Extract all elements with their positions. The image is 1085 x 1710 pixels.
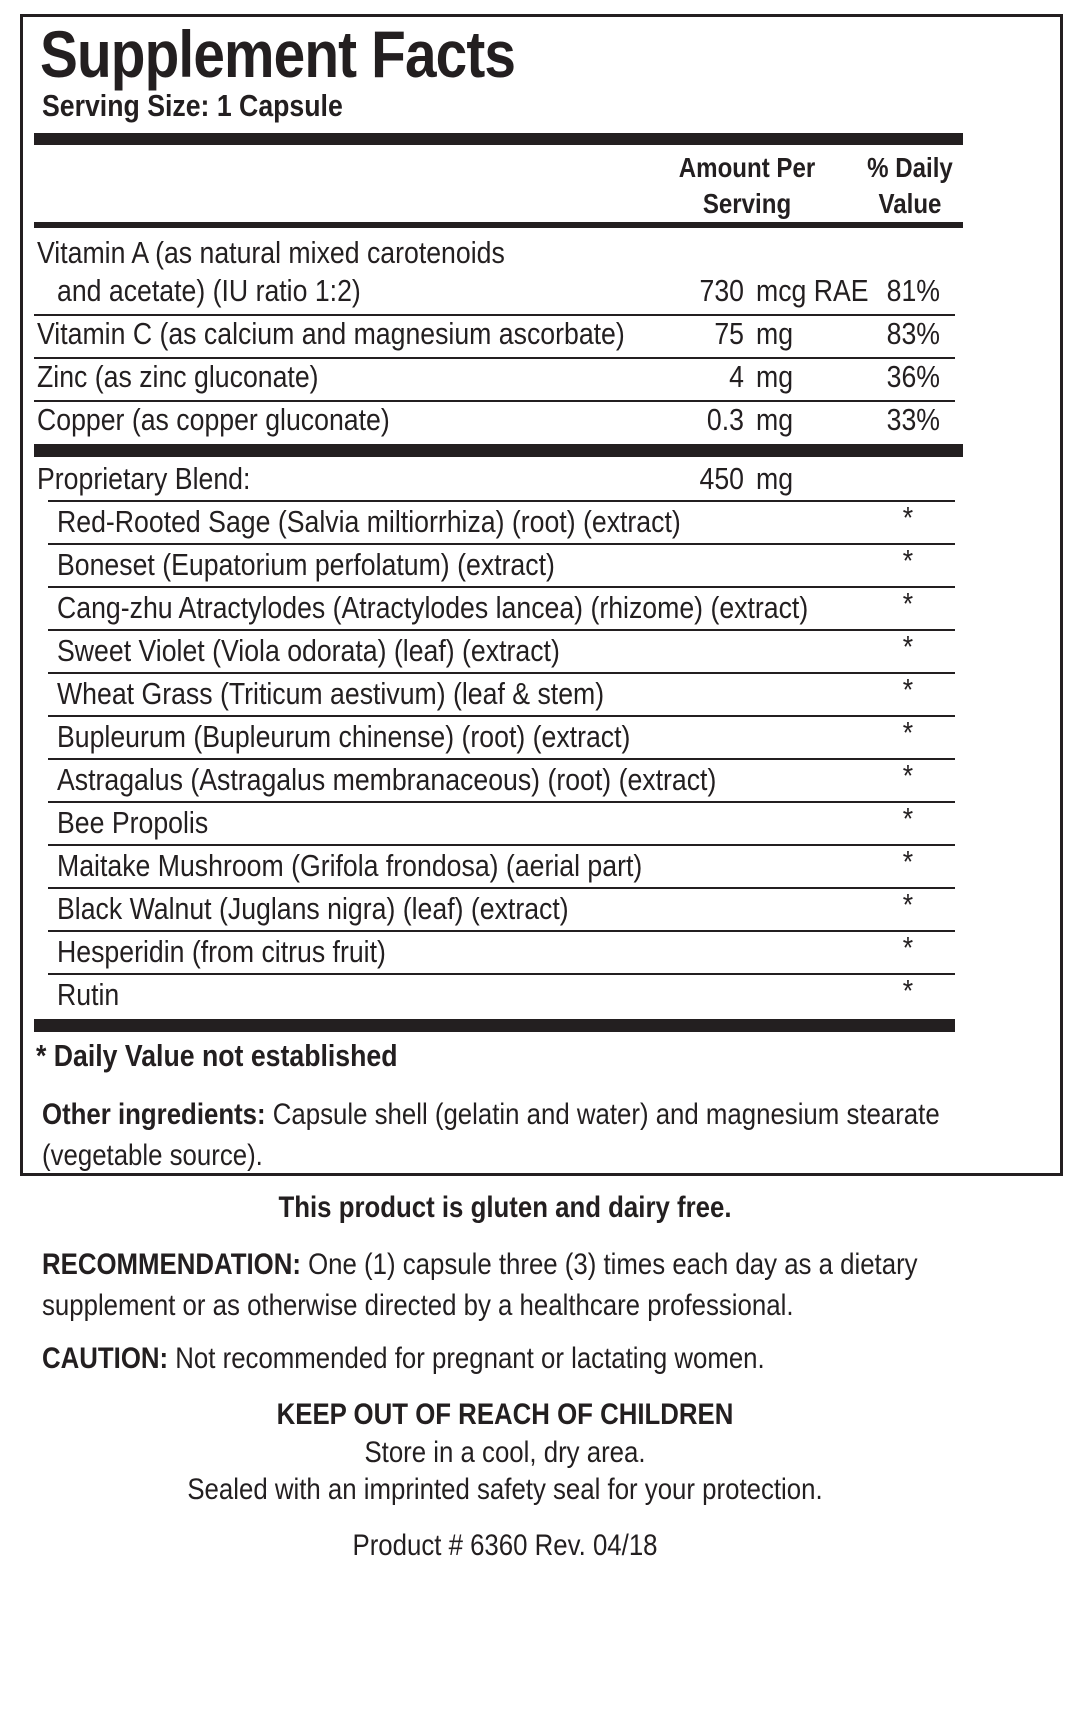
blend-ingredient-daily-value: *: [902, 672, 914, 707]
nutrient-daily-value: 33%: [886, 402, 940, 437]
keep-out-warning: KEEP OUT OF REACH OF CHILDREN: [276, 1398, 734, 1431]
blend-ingredient-name: Red-Rooted Sage (Salvia miltiorrhiza) (root) (extract): [57, 504, 681, 539]
recommendation: [42, 1244, 918, 1326]
blend-ingredient-name: Bupleurum (Bupleurum chinense) (root) (extract): [57, 719, 631, 754]
header-amount-line2: Serving: [702, 188, 792, 219]
blend-ingredient-name: Rutin: [57, 977, 120, 1012]
blend-ingredient-daily-value: *: [902, 500, 914, 535]
blend-name: Proprietary Blend:: [37, 461, 251, 496]
row-divider: [48, 973, 955, 975]
nutrient-unit: mg: [756, 359, 794, 394]
blend-ingredient-daily-value: *: [902, 801, 914, 836]
blend-ingredient-name: Black Walnut (Juglans nigra) (leaf) (extract): [57, 891, 569, 926]
nutrient-daily-value: 81%: [886, 273, 940, 308]
row-divider: [48, 801, 955, 803]
divider-top: [34, 133, 963, 145]
recommendation-line1: One (1) capsule three (3) times each day as a dietary: [300, 1248, 918, 1281]
caution-label: CAUTION:: [42, 1342, 169, 1375]
nutrient-daily-value: 36%: [886, 359, 940, 394]
panel-title: Supplement Facts: [40, 17, 516, 91]
other-ingredients-line2: (vegetable source).: [42, 1139, 263, 1172]
blend-amount: 450: [699, 461, 744, 496]
blend-ingredient-daily-value: *: [902, 844, 914, 879]
blend-ingredient-daily-value: *: [902, 930, 914, 965]
divider-bottom: [34, 1019, 955, 1032]
nutrient-daily-value: 83%: [886, 316, 940, 351]
divider-header: [34, 222, 963, 228]
storage-instruction: Store in a cool, dry area.: [364, 1436, 646, 1469]
other-ingredients-line1: Capsule shell (gelatin and water) and magnesium stearate: [265, 1098, 940, 1131]
row-divider: [48, 586, 955, 588]
blend-ingredient-name: Astragalus (Astragalus membranaceous) (root) (extract): [57, 762, 717, 797]
row-divider: [48, 758, 955, 760]
row-divider: [48, 844, 955, 846]
header-daily-value: [850, 150, 970, 222]
header-amount: [674, 150, 820, 222]
blend-ingredient-daily-value: *: [902, 758, 914, 793]
blend-ingredient-name: Wheat Grass (Triticum aestivum) (leaf & stem): [57, 676, 605, 711]
safety-seal-note: Sealed with an imprinted safety seal for your protection.: [187, 1473, 823, 1506]
daily-value-footnote: * Daily Value not established: [36, 1038, 398, 1073]
row-divider: [48, 500, 955, 502]
nutrient-unit: mg: [756, 402, 794, 437]
blend-ingredient-name: Bee Propolis: [57, 805, 209, 840]
nutrient-amount: 0.3: [706, 402, 744, 437]
row-divider: [34, 400, 955, 402]
nutrient-name: and acetate) (IU ratio 1:2): [57, 273, 361, 308]
recommendation-label: RECOMMENDATION:: [42, 1248, 301, 1281]
gluten-dairy-free-statement: This product is gluten and dairy free.: [278, 1191, 732, 1224]
blend-ingredient-daily-value: *: [902, 586, 914, 621]
row-divider: [48, 930, 955, 932]
row-divider: [48, 629, 955, 631]
serving-size: Serving Size: 1 Capsule: [42, 88, 343, 123]
header-dv-line1: % Daily: [867, 152, 953, 183]
nutrient-amount: 75: [714, 316, 744, 351]
blend-ingredient-daily-value: *: [902, 629, 914, 664]
nutrient-unit: mg: [756, 316, 794, 351]
nutrient-amount: 4: [729, 359, 744, 394]
row-divider: [34, 314, 955, 316]
caution: [42, 1338, 765, 1379]
row-divider: [48, 672, 955, 674]
nutrient-name: Zinc (as zinc gluconate): [37, 359, 319, 394]
product-number: Product # 6360 Rev. 04/18: [352, 1529, 658, 1562]
header-amount-line1: Amount Per: [678, 152, 816, 183]
divider-blend: [34, 444, 963, 457]
nutrient-amount: 730: [699, 273, 744, 308]
blend-ingredient-name: Sweet Violet (Viola odorata) (leaf) (extract): [57, 633, 560, 668]
caution-text: Not recommended for pregnant or lactating women.: [168, 1342, 765, 1375]
other-ingredients: [42, 1094, 940, 1176]
row-divider: [48, 715, 955, 717]
blend-ingredient-name: Cang-zhu Atractylodes (Atractylodes lancea) (rhizome) (extract): [57, 590, 809, 625]
blend-ingredient-daily-value: *: [902, 887, 914, 922]
header-dv-line2: Value: [878, 188, 942, 219]
other-ingredients-label: Other ingredients:: [42, 1098, 266, 1131]
blend-ingredient-name: Maitake Mushroom (Grifola frondosa) (aerial part): [57, 848, 643, 883]
blend-ingredient-name: Boneset (Eupatorium perfolatum) (extract): [57, 547, 555, 582]
blend-ingredient-name: Hesperidin (from citrus fruit): [57, 934, 386, 969]
row-divider: [48, 887, 955, 889]
nutrient-unit: mcg RAE: [756, 273, 869, 308]
row-divider: [48, 543, 955, 545]
nutrient-name: Vitamin A (as natural mixed carotenoids: [37, 235, 505, 270]
row-divider: [34, 357, 955, 359]
nutrient-name: Vitamin C (as calcium and magnesium ascorbate): [37, 316, 625, 351]
nutrient-name: Copper (as copper gluconate): [37, 402, 390, 437]
blend-ingredient-daily-value: *: [902, 543, 914, 578]
blend-ingredient-daily-value: *: [902, 973, 914, 1008]
blend-ingredient-daily-value: *: [902, 715, 914, 750]
recommendation-line2: supplement or as otherwise directed by a healthcare professional.: [42, 1289, 794, 1322]
blend-unit: mg: [756, 461, 794, 496]
